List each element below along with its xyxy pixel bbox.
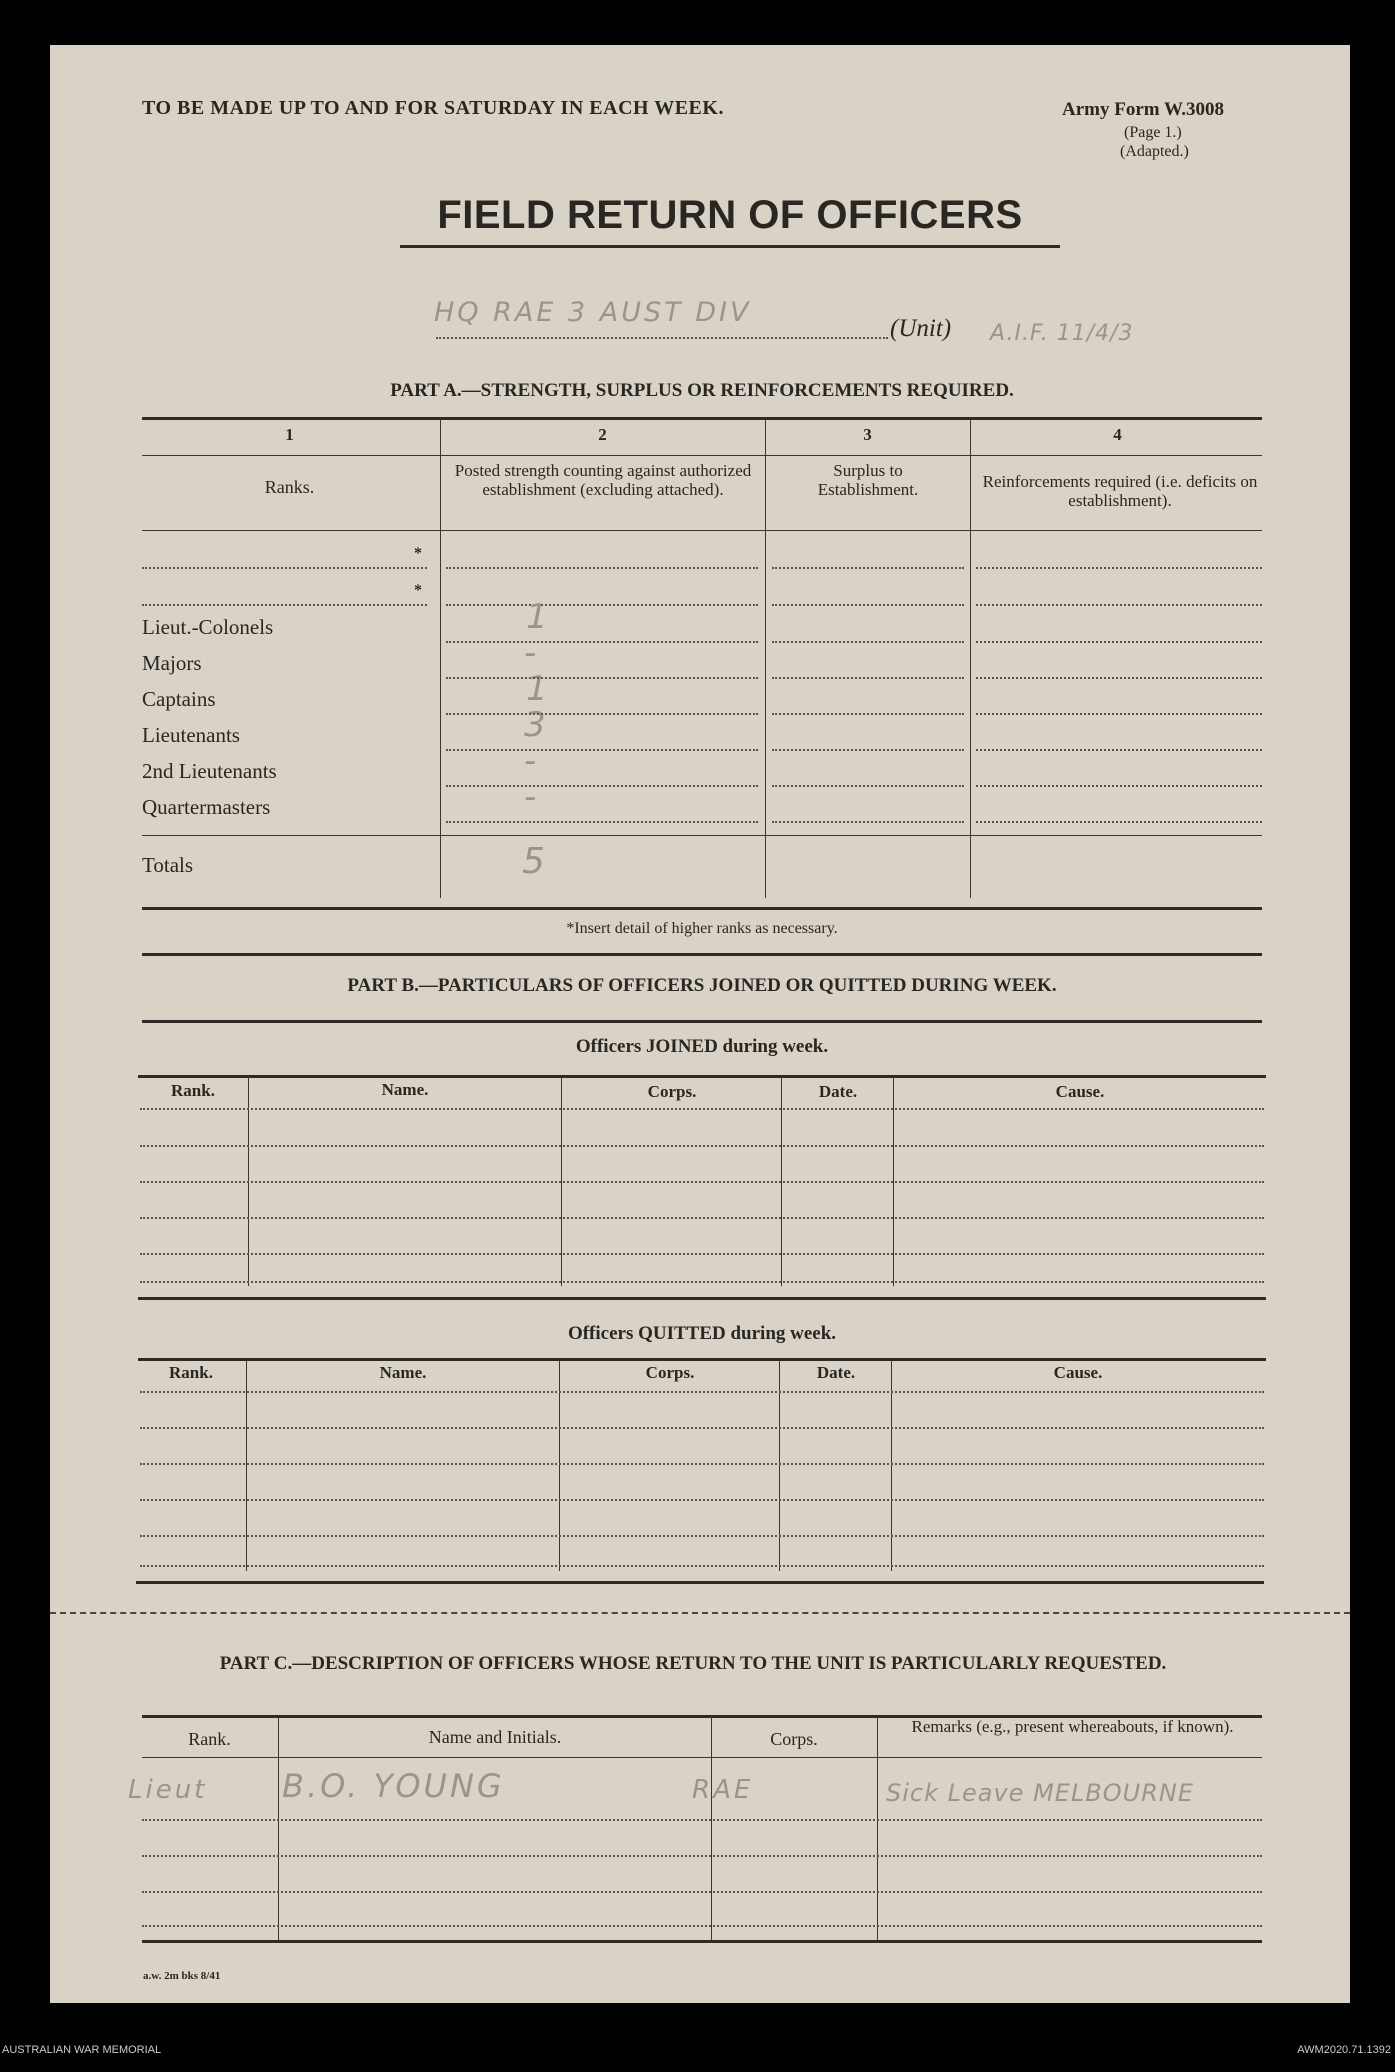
row-line [140, 1181, 1264, 1183]
row-line [140, 1535, 1264, 1537]
perforation-line [50, 1612, 1350, 1614]
row-line [976, 641, 1262, 643]
part-a-divider-2 [765, 418, 766, 898]
row-line [772, 641, 964, 643]
part-c-rank-handwritten: Lieut [128, 1775, 208, 1805]
part-c-col-remarks: Remarks (e.g., present whereabouts, if known). [911, 1717, 1234, 1736]
instruction-text: TO BE MADE UP TO AND FOR SATURDAY IN EACH WEEK. [142, 97, 724, 119]
row-line [446, 749, 758, 751]
row-line [976, 677, 1262, 679]
row-line [446, 604, 758, 606]
row-line [140, 1108, 1264, 1110]
margin-note: A.I.F. 11/4/3 [990, 321, 1134, 346]
footer-accession: AWM2020.71.1392 [1297, 2044, 1391, 2056]
quitted-col-name: Name. [379, 1363, 427, 1382]
col-divider [278, 1716, 279, 1940]
unit-line [436, 337, 888, 339]
row-line [976, 567, 1262, 569]
quitted-table-bottom [136, 1581, 1264, 1584]
posted-majors: - [524, 633, 540, 673]
col-header-surplus: Surplus to Establishment. [817, 461, 919, 499]
row-line [772, 713, 964, 715]
posted-captains: 1 [526, 669, 551, 709]
part-a-bottom-rule [142, 907, 1262, 910]
rank-label-2nd-lieutenants: 2nd Lieutenants [142, 759, 277, 783]
row-line [772, 567, 964, 569]
quitted-table-top [138, 1358, 1266, 1361]
blank-rank-line-2 [142, 604, 427, 606]
rank-label-majors: Majors [142, 651, 202, 675]
col-header-posted: Posted strength counting against authorized establishment (excluding attached). [454, 461, 752, 499]
row-line [446, 821, 758, 823]
joined-table-top [138, 1075, 1266, 1078]
part-a-footnote: *Insert detail of higher ranks as necessary. [566, 920, 838, 937]
posted-2nd-lieutenants: - [524, 741, 540, 781]
row-line [142, 1891, 1262, 1893]
row-line [976, 749, 1262, 751]
row-line [976, 785, 1262, 787]
row-line [772, 677, 964, 679]
joined-col-rank: Rank. [171, 1081, 215, 1100]
part-a-header-rule [142, 530, 1262, 531]
unit-handwritten: HQ RAE 3 AUST DIV [434, 297, 752, 328]
row-line [142, 1819, 1262, 1821]
rank-label-lt-colonels: Lieut.-Colonels [142, 615, 274, 639]
row-line [140, 1253, 1264, 1255]
part-c-name-handwritten: B.O. YOUNG [282, 1767, 505, 1805]
col-header-reinforcements: Reinforcements required (i.e. deficits on establishment). [982, 472, 1258, 510]
part-c-col-name: Name and Initials. [428, 1727, 562, 1747]
quitted-col-cause: Cause. [1053, 1363, 1103, 1382]
row-line [446, 641, 758, 643]
asterisk-1: * [414, 545, 422, 562]
form-id: Army Form W.3008 [1062, 99, 1225, 120]
row-line [772, 821, 964, 823]
quitted-title: Officers QUITTED during week. [567, 1323, 837, 1344]
col-number-4: 4 [1113, 425, 1122, 444]
row-line [142, 1925, 1262, 1927]
joined-title: Officers JOINED during week. [575, 1036, 829, 1057]
row-line [140, 1217, 1264, 1219]
row-line [446, 677, 758, 679]
row-line [976, 713, 1262, 715]
part-c-col-corps: Corps. [770, 1729, 818, 1749]
joined-table-bottom [138, 1297, 1266, 1300]
part-c-table-bottom [142, 1940, 1262, 1943]
row-line [140, 1565, 1264, 1567]
title-underline [400, 245, 1060, 248]
row-line [140, 1499, 1264, 1501]
joined-col-corps: Corps. [647, 1082, 697, 1101]
print-code: a.w. 2m bks 8/41 [143, 1970, 221, 1982]
part-c-header-rule [142, 1757, 1262, 1758]
totals-label: Totals [142, 853, 194, 877]
row-line [446, 785, 758, 787]
adapted-note: (Adapted.) [1120, 143, 1189, 160]
row-line [446, 713, 758, 715]
unit-label: (Unit) [890, 315, 952, 342]
blank-rank-line-1 [142, 567, 427, 569]
rank-label-captains: Captains [142, 687, 216, 711]
part-a-divider-1 [440, 418, 441, 898]
page-number: (Page 1.) [1124, 124, 1182, 141]
part-b-rule [142, 1020, 1262, 1023]
joined-col-name: Name. [381, 1080, 429, 1099]
row-line [976, 604, 1262, 606]
part-a-number-rule [142, 455, 1262, 456]
part-b-heading: PART B.—PARTICULARS OF OFFICERS JOINED OR QUITTED DURING WEEK. [347, 975, 1057, 996]
col-number-2: 2 [598, 425, 607, 444]
row-line [446, 567, 758, 569]
totals-value: 5 [522, 841, 548, 882]
col-divider [877, 1716, 878, 1940]
col-number-1: 1 [285, 425, 294, 444]
row-line [772, 785, 964, 787]
posted-lt-colonels: 1 [526, 597, 551, 637]
part-c-corps-handwritten: RAE [692, 1775, 754, 1805]
row-line [142, 1855, 1262, 1857]
part-c-remarks-handwritten: Sick Leave MELBOURNE [886, 1779, 1195, 1807]
posted-lieutenants: 3 [524, 705, 549, 745]
row-line [772, 604, 964, 606]
part-a-top-rule [142, 417, 1262, 420]
part-a-divider-3 [970, 418, 971, 898]
rank-label-quartermasters: Quartermasters [142, 795, 271, 819]
col-header-ranks: Ranks. [264, 477, 315, 497]
part-a-footnote-rule [142, 953, 1262, 956]
rank-label-lieutenants: Lieutenants [142, 723, 240, 747]
quitted-col-rank: Rank. [169, 1363, 213, 1382]
footer-credit: AUSTRALIAN WAR MEMORIAL [2, 2044, 162, 2056]
posted-quartermasters: - [524, 777, 540, 817]
form-page [50, 45, 1350, 2003]
joined-col-date: Date. [818, 1082, 858, 1101]
asterisk-2: * [414, 582, 422, 599]
row-line [772, 749, 964, 751]
row-line [140, 1145, 1264, 1147]
row-line [976, 821, 1262, 823]
totals-rule [142, 835, 1262, 836]
part-a-heading: PART A.—STRENGTH, SURPLUS OR REINFORCEMENTS REQUIRED. [390, 380, 1014, 401]
part-c-col-rank: Rank. [188, 1729, 231, 1749]
row-line [140, 1427, 1264, 1429]
col-divider [711, 1716, 712, 1940]
row-line [140, 1391, 1264, 1393]
quitted-col-date: Date. [816, 1363, 856, 1382]
joined-col-cause: Cause. [1055, 1082, 1105, 1101]
row-line [140, 1463, 1264, 1465]
col-number-3: 3 [863, 425, 872, 444]
part-c-heading: PART C.—DESCRIPTION OF OFFICERS WHOSE RETURN TO THE UNIT IS PARTICULARLY REQUESTED. [219, 1653, 1167, 1674]
page-title: FIELD RETURN OF OFFICERS [437, 193, 1023, 237]
quitted-col-corps: Corps. [645, 1363, 695, 1382]
row-line [140, 1281, 1264, 1283]
